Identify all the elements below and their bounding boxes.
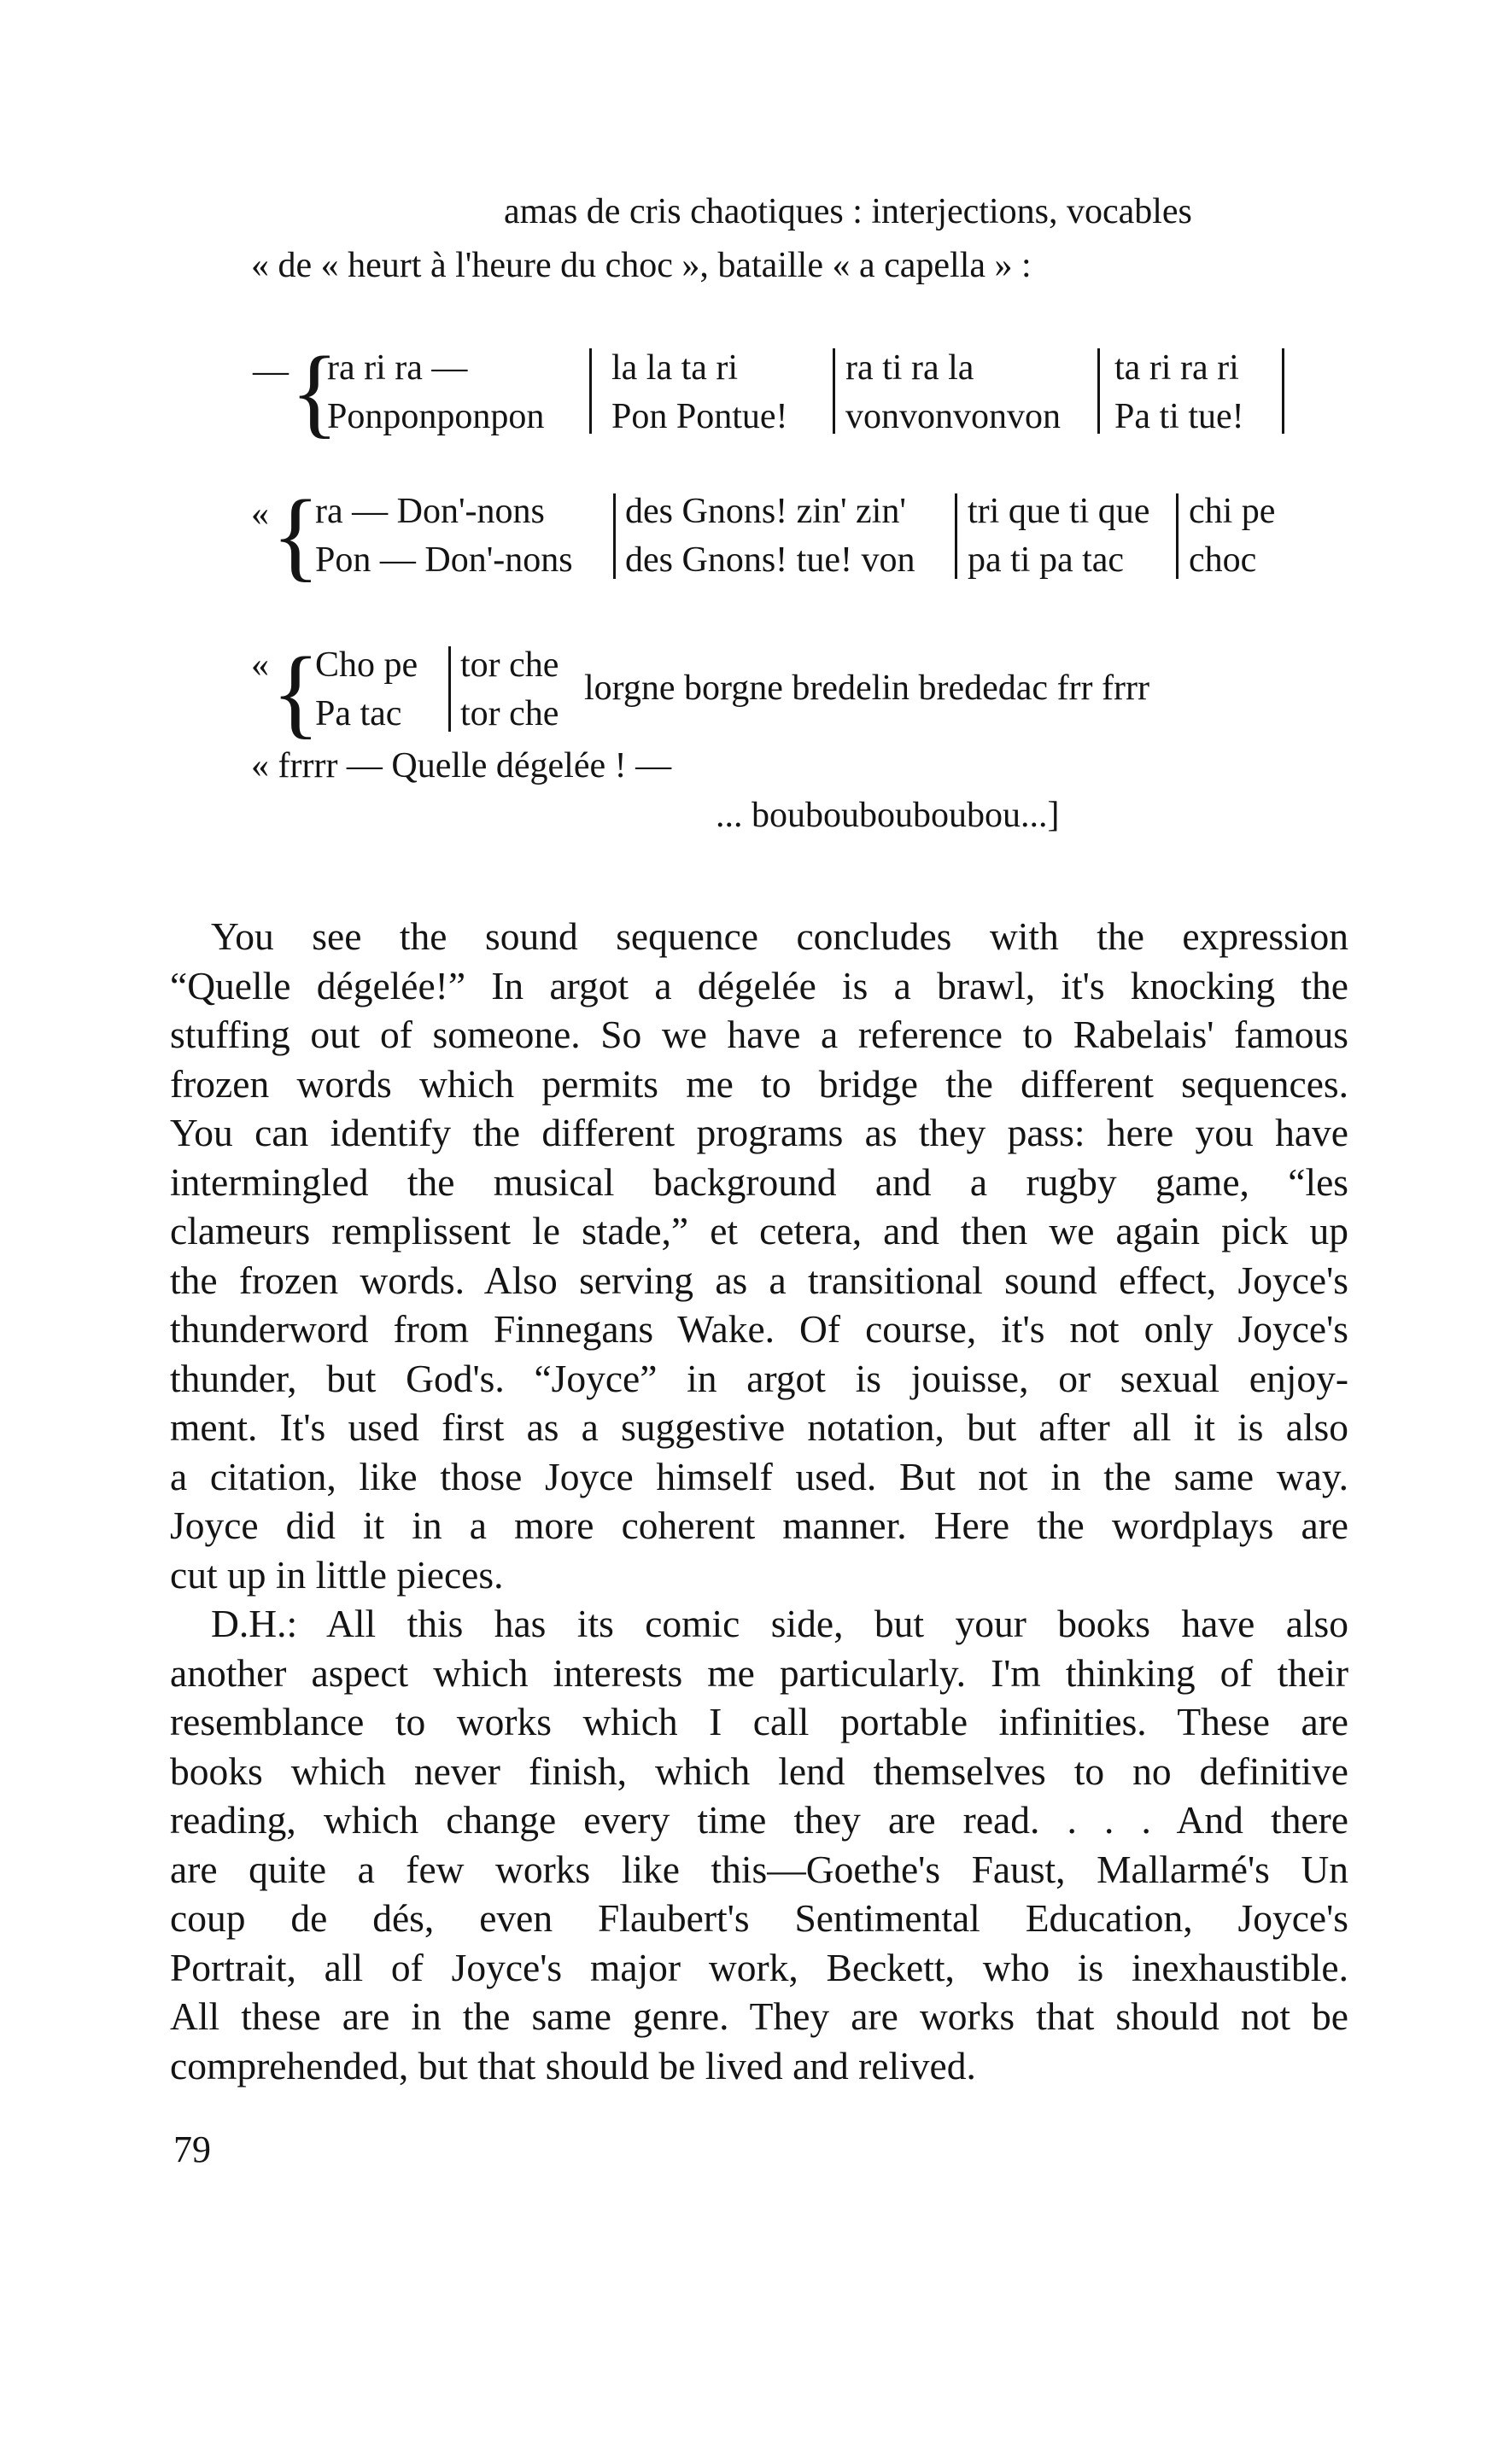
column-divider bbox=[613, 493, 616, 579]
text-line: are quite a few works like this—Goethe's Faust, Mallarmé's Un bbox=[170, 1847, 1348, 1891]
cell: ta ri ra ri bbox=[1114, 348, 1239, 388]
brace-icon: { bbox=[290, 336, 339, 447]
text-line: ment. It's used first as a suggestive notation, but after all it is also bbox=[170, 1405, 1348, 1449]
brace-icon: { bbox=[272, 479, 320, 591]
cell: choc bbox=[1189, 540, 1257, 580]
cell: tor che bbox=[460, 645, 559, 685]
text-line: a citation, like those Joyce himself used. But not in the same way. bbox=[170, 1454, 1348, 1498]
text-line: books which never finish, which lend themselves to no definitive bbox=[170, 1749, 1348, 1793]
cell: ra ri ra — bbox=[327, 348, 468, 388]
cell: vonvonvonvon bbox=[845, 397, 1061, 436]
text-line: thunder, but God's. “Joyce” in argot is jouisse, or sexual enjoy- bbox=[170, 1356, 1348, 1400]
text-line: thunderword from Finnegans Wake. Of course, it's not only Joyce's bbox=[170, 1307, 1348, 1351]
column-divider bbox=[833, 348, 835, 434]
cell: ra — Don'-nons bbox=[315, 492, 545, 531]
text-line: You see the sound sequence concludes with the expression bbox=[211, 914, 1348, 958]
cell: des Gnons! tue! von bbox=[625, 540, 915, 580]
cell: tor che bbox=[460, 694, 559, 733]
sound-line-5: ... bouboubouboubou...] bbox=[716, 796, 1060, 835]
brace-icon: { bbox=[272, 636, 320, 748]
text-line: intermingled the musical background and a rugby game, “les bbox=[170, 1159, 1348, 1204]
column-divider bbox=[1282, 348, 1284, 434]
text-line: clameurs remplissent le stade,” et cetera, and then we again pick up bbox=[170, 1209, 1348, 1252]
text-line: All these are in the same genre. They are works that should not be bbox=[170, 1994, 1348, 2038]
body-text bbox=[170, 912, 1348, 2090]
column-divider bbox=[1176, 493, 1179, 579]
text-line: D.H.: All this has its comic side, but your books have also bbox=[211, 1602, 1348, 1645]
text-line: comprehended, but that should be lived and relived. bbox=[170, 2043, 976, 2087]
text-line: Portrait, all of Joyce's major work, Beckett, who is inexhaustible. bbox=[170, 1945, 1348, 1989]
intro-line-2: « de « heurt à l'heure du choc », bataille « a capella » : bbox=[251, 246, 1032, 285]
column-divider bbox=[448, 646, 451, 732]
text-line: “Quelle dégelée!” In argot a dégelée is a brawl, it's knocking the bbox=[170, 963, 1348, 1007]
text-line: resemblance to works which I call portable infinities. These are bbox=[170, 1700, 1348, 1743]
cell: la la ta ri bbox=[611, 348, 739, 388]
text-line: Joyce did it in a more coherent manner. Here the wordplays are bbox=[170, 1504, 1348, 1547]
cell: pa ti pa tac bbox=[968, 540, 1125, 580]
page-number: 79 bbox=[173, 2128, 211, 2170]
text-line: frozen words which permits me to bridge the different sequences. bbox=[170, 1061, 1348, 1106]
group-lead: « bbox=[251, 645, 269, 685]
text-line: stuffing out of someone. So we have a reference to Rabelais' famous bbox=[170, 1013, 1348, 1056]
cell: Pon Pontue! bbox=[611, 397, 788, 436]
group-tail: lorgne borgne bredelin brededac frr frrr bbox=[584, 669, 1149, 708]
paragraph-1 bbox=[170, 912, 1348, 1599]
column-divider bbox=[955, 493, 957, 579]
cell: Ponponponpon bbox=[327, 397, 545, 436]
text-line: another aspect which interests me particularly. I'm thinking of their bbox=[170, 1650, 1348, 1695]
column-divider bbox=[589, 348, 592, 434]
cell: Pon — Don'-nons bbox=[315, 540, 573, 580]
text-line: cut up in little pieces. bbox=[170, 1552, 504, 1597]
intro-line-1: amas de cris chaotiques : interjections, vocables bbox=[504, 192, 1192, 231]
cell: ra ti ra la bbox=[845, 348, 974, 388]
cell: chi pe bbox=[1189, 492, 1276, 531]
paragraph-2 bbox=[170, 1599, 1348, 2090]
cell: Pa ti tue! bbox=[1114, 397, 1244, 436]
column-divider bbox=[1097, 348, 1100, 434]
cell: tri que ti que bbox=[968, 492, 1150, 531]
cell: Pa tac bbox=[315, 694, 402, 733]
sound-line-4: « frrrr — Quelle dégelée ! — bbox=[251, 746, 672, 785]
cell: des Gnons! zin' zin' bbox=[625, 492, 906, 531]
cell: Cho pe bbox=[315, 645, 418, 685]
group-lead: « bbox=[251, 494, 269, 534]
text-line: coup de dés, even Flaubert's Sentimental Education, Joyce's bbox=[170, 1896, 1348, 1940]
group-lead: — bbox=[253, 352, 289, 391]
text-line: the frozen words. Also serving as a transitional sound effect, Joyce's bbox=[170, 1258, 1348, 1302]
text-line: You can identify the different programs as they pass: here you have bbox=[170, 1111, 1348, 1154]
text-line: reading, which change every time they are read. . . . And there bbox=[170, 1798, 1348, 1842]
